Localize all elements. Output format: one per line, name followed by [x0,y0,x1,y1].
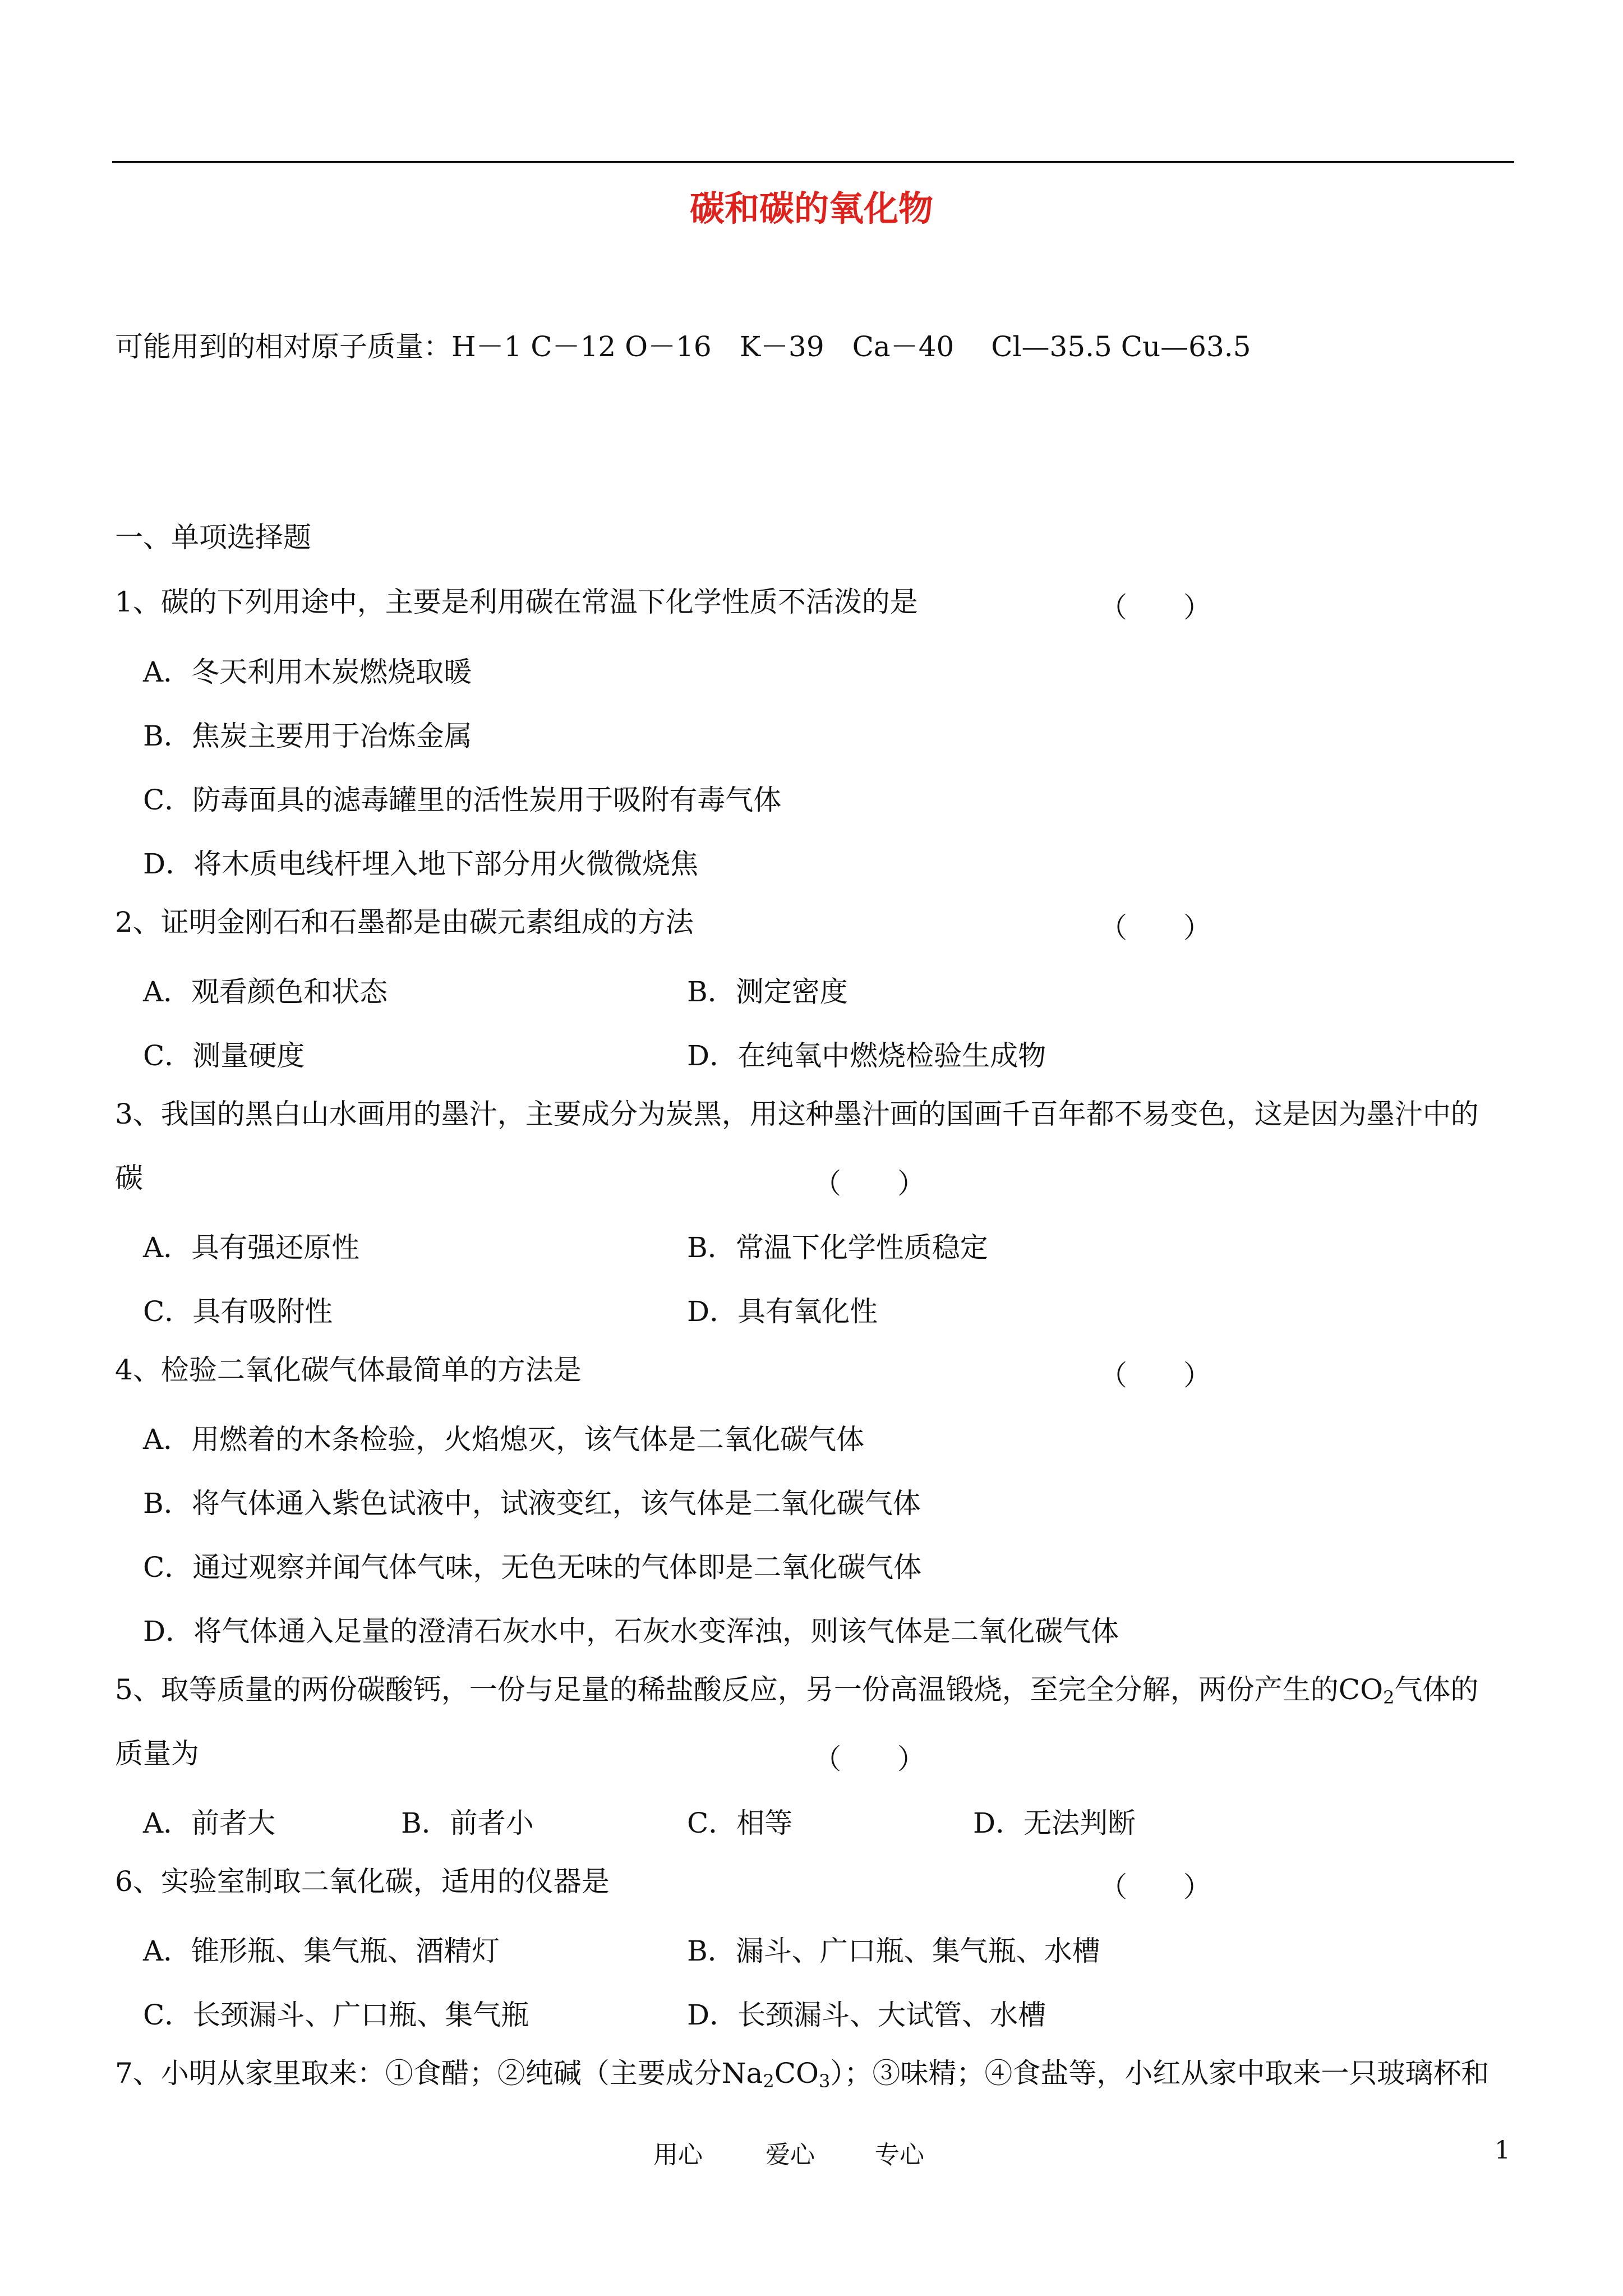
q4-option-a: A．用燃着的木条检验，火焰熄灭，该气体是二氧化碳气体 [143,1423,865,1456]
q6-option-a: A．锥形瓶、集气瓶、酒精灯 [143,1935,500,1967]
footer-word: 专心 [875,2141,924,2169]
q5-option-d: D．无法判断 [973,1807,1136,1839]
answer-bracket-5: （ ） [813,1743,925,1775]
q1-option-d: D．将木质电线杆埋入地下部分用火微微烧焦 [143,848,699,880]
answer-bracket-3: （ ） [813,1167,925,1200]
q3-option-c: C．具有吸附性 [143,1295,333,1328]
footer-word: 用心 [653,2141,703,2169]
q4-option-d: D．将气体通入足量的澄清石灰水中，石灰水变浑浊，则该气体是二氧化碳气体 [143,1615,1119,1648]
q6-option-c: C．长颈漏斗、广口瓶、集气瓶 [143,1999,529,2031]
subscript: 2 [763,2070,774,2092]
q4-option-c: C．通过观察并闻气体气味，无色无味的气体即是二氧化碳气体 [143,1551,922,1584]
q4-option-b: B．将气体通入紫色试液中，试液变红，该气体是二氧化碳气体 [143,1487,921,1520]
question-4-stem: 4、检验二氧化碳气体最简单的方法是 [115,1354,582,1386]
q3-option-a: A．具有强还原性 [143,1231,360,1264]
q1-option-c: C．防毒面具的滤毒罐里的活性炭用于吸附有毒气体 [143,784,782,816]
q2-option-b: B．测定密度 [687,976,848,1008]
question-5-stem-cont: 质量为 [115,1737,199,1770]
question-2-stem: 2、证明金刚石和石墨都是由碳元素组成的方法 [115,906,694,938]
q5-option-b: B．前者小 [401,1807,534,1839]
q3-option-d: D．具有氧化性 [687,1295,878,1328]
q1-option-b: B．焦炭主要用于冶炼金属 [143,720,472,752]
answer-bracket-1: （ ） [1099,591,1211,624]
q6-option-d: D．长颈漏斗、大试管、水槽 [687,1999,1046,2031]
question-5-stem: 5、取等质量的两份碳酸钙，一份与足量的稀盐酸反应，另一份高温锻烧，至完全分解，两份产生的$CO_2$气体的 [115,1673,1479,1708]
answer-bracket-4: （ ） [1099,1359,1211,1392]
answer-bracket-6: （ ） [1099,1871,1211,1903]
question-6-stem: 6、实验室制取二氧化碳，适用的仪器是 [115,1865,610,1898]
section-heading: 一、单项选择题 [115,521,311,554]
q2-option-a: A．观看颜色和状态 [143,976,388,1008]
q1-option-a: A．冬天利用木炭燃烧取暖 [143,656,472,688]
subscript: 2 [1383,1687,1395,1708]
question-1-stem: 1、碳的下列用途中，主要是利用碳在常温下化学性质不活泼的是 [115,586,918,618]
q6-option-b: B．漏斗、广口瓶、集气瓶、水槽 [687,1935,1100,1967]
question-3-stem-cont: 碳 [115,1162,143,1194]
page-number: 1 [1495,2136,1510,2165]
atomic-masses-line: 可能用到的相对原子质量：H－1 C－12 O－16 K－39 Ca－40 Cl—35.5 Cu—63.5 [115,330,1251,363]
subscript: 3 [818,2070,831,2092]
q3-option-b: B．常温下化学性质稳定 [687,1231,988,1264]
q5-option-a: A．前者大 [143,1807,276,1839]
answer-bracket-2: （ ） [1099,912,1211,944]
page-title: 碳和碳的氧化物 [689,188,933,229]
q5-option-c: C．相等 [687,1807,793,1839]
q2-option-d: D．在纯氧中燃烧检验生成物 [687,1039,1046,1072]
q2-option-c: C．测量硬度 [143,1039,305,1072]
header-rule [112,161,1514,163]
footer-word: 爱心 [766,2141,815,2169]
question-3-stem: 3、我国的黑白山水画用的墨汁，主要成分为炭黑，用这种墨汁画的国画千百年都不易变色，这是因为墨汁中的 [115,1098,1479,1130]
question-7-stem: 7、小明从家里取来：①食醋；②纯碱（主要成分$Na_2CO_3$）；③味精；④食盐等，小红从家中取来一只玻璃杯和 [115,2057,1490,2092]
